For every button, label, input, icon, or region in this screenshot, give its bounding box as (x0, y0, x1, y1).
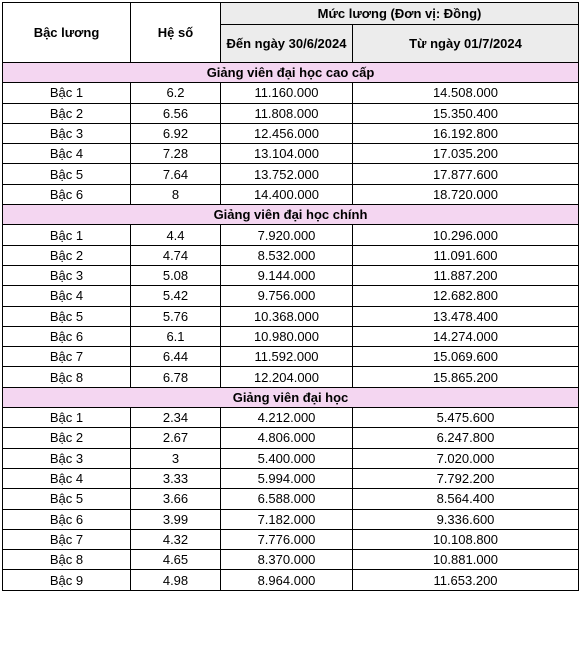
cell-den-ngay: 10.980.000 (221, 326, 353, 346)
table-row (3, 347, 579, 367)
cell-den-ngay: 9.756.000 (221, 286, 353, 306)
table-row (3, 509, 579, 529)
section-row (3, 387, 579, 407)
cell-he-so: 5.08 (131, 265, 221, 285)
header-den-ngay: Đến ngày 30/6/2024 (221, 25, 353, 63)
cell-den-ngay: 12.456.000 (221, 123, 353, 143)
cell-den-ngay: 5.400.000 (221, 448, 353, 468)
cell-he-so: 2.34 (131, 408, 221, 428)
cell-he-so: 2.67 (131, 428, 221, 448)
cell-tu-ngay: 6.247.800 (353, 428, 579, 448)
header-muc-luong: Mức lương (Đơn vị: Đồng) (221, 3, 579, 25)
table-row (3, 529, 579, 549)
cell-tu-ngay: 5.475.600 (353, 408, 579, 428)
cell-he-so: 4.65 (131, 550, 221, 570)
cell-tu-ngay: 17.035.200 (353, 144, 579, 164)
header-he-so: Hệ số (131, 3, 221, 63)
cell-tu-ngay: 7.792.200 (353, 468, 579, 488)
section-title: Giảng viên đại học (3, 387, 579, 407)
cell-he-so: 8 (131, 184, 221, 204)
cell-tu-ngay: 14.274.000 (353, 326, 579, 346)
table-row (3, 286, 579, 306)
cell-den-ngay: 12.204.000 (221, 367, 353, 387)
table-row (3, 428, 579, 448)
cell-bac-luong: Bậc 5 (3, 306, 131, 326)
cell-tu-ngay: 11.887.200 (353, 265, 579, 285)
cell-tu-ngay: 18.720.000 (353, 184, 579, 204)
cell-tu-ngay: 11.091.600 (353, 245, 579, 265)
cell-den-ngay: 7.776.000 (221, 529, 353, 549)
cell-den-ngay: 13.104.000 (221, 144, 353, 164)
cell-bac-luong: Bậc 8 (3, 550, 131, 570)
cell-bac-luong: Bậc 3 (3, 448, 131, 468)
cell-tu-ngay: 16.192.800 (353, 123, 579, 143)
table-header (3, 3, 579, 63)
table-row (3, 408, 579, 428)
table-row (3, 123, 579, 143)
table-body (3, 63, 579, 591)
cell-bac-luong: Bậc 1 (3, 408, 131, 428)
cell-den-ngay: 7.920.000 (221, 225, 353, 245)
cell-bac-luong: Bậc 2 (3, 428, 131, 448)
cell-he-so: 6.92 (131, 123, 221, 143)
cell-he-so: 4.98 (131, 570, 221, 590)
cell-he-so: 7.28 (131, 144, 221, 164)
table-row (3, 448, 579, 468)
table-row (3, 326, 579, 346)
table-row (3, 550, 579, 570)
header-bac-luong: Bậc lương (3, 3, 131, 63)
section-title: Giảng viên đại học cao cấp (3, 63, 579, 83)
cell-he-so: 4.32 (131, 529, 221, 549)
cell-bac-luong: Bậc 7 (3, 347, 131, 367)
cell-tu-ngay: 13.478.400 (353, 306, 579, 326)
cell-den-ngay: 8.370.000 (221, 550, 353, 570)
table-row (3, 103, 579, 123)
cell-tu-ngay: 15.069.600 (353, 347, 579, 367)
cell-he-so: 6.56 (131, 103, 221, 123)
cell-he-so: 3.99 (131, 509, 221, 529)
table-row (3, 225, 579, 245)
cell-bac-luong: Bậc 3 (3, 123, 131, 143)
cell-den-ngay: 10.368.000 (221, 306, 353, 326)
table-row (3, 144, 579, 164)
table-row (3, 164, 579, 184)
cell-bac-luong: Bậc 3 (3, 265, 131, 285)
cell-he-so: 5.76 (131, 306, 221, 326)
table-row (3, 468, 579, 488)
cell-bac-luong: Bậc 4 (3, 286, 131, 306)
cell-bac-luong: Bậc 2 (3, 103, 131, 123)
cell-tu-ngay: 14.508.000 (353, 83, 579, 103)
cell-tu-ngay: 11.653.200 (353, 570, 579, 590)
table-row (3, 570, 579, 590)
table-row (3, 184, 579, 204)
header-tu-ngay: Từ ngày 01/7/2024 (353, 25, 579, 63)
cell-he-so: 6.78 (131, 367, 221, 387)
cell-bac-luong: Bậc 8 (3, 367, 131, 387)
cell-bac-luong: Bậc 6 (3, 326, 131, 346)
cell-den-ngay: 4.806.000 (221, 428, 353, 448)
cell-tu-ngay: 15.350.400 (353, 103, 579, 123)
cell-tu-ngay: 15.865.200 (353, 367, 579, 387)
table-row (3, 265, 579, 285)
cell-den-ngay: 9.144.000 (221, 265, 353, 285)
cell-den-ngay: 13.752.000 (221, 164, 353, 184)
cell-tu-ngay: 10.881.000 (353, 550, 579, 570)
cell-he-so: 6.1 (131, 326, 221, 346)
cell-den-ngay: 14.400.000 (221, 184, 353, 204)
cell-tu-ngay: 8.564.400 (353, 489, 579, 509)
section-title: Giảng viên đại học chính (3, 205, 579, 225)
cell-bac-luong: Bậc 4 (3, 144, 131, 164)
table-row (3, 306, 579, 326)
table-row (3, 489, 579, 509)
section-row (3, 205, 579, 225)
cell-den-ngay: 8.532.000 (221, 245, 353, 265)
cell-he-so: 6.44 (131, 347, 221, 367)
cell-bac-luong: Bậc 9 (3, 570, 131, 590)
cell-bac-luong: Bậc 5 (3, 489, 131, 509)
cell-tu-ngay: 9.336.600 (353, 509, 579, 529)
cell-he-so: 7.64 (131, 164, 221, 184)
salary-table (2, 2, 579, 591)
cell-tu-ngay: 10.296.000 (353, 225, 579, 245)
cell-den-ngay: 5.994.000 (221, 468, 353, 488)
cell-bac-luong: Bậc 1 (3, 83, 131, 103)
cell-den-ngay: 4.212.000 (221, 408, 353, 428)
table-row (3, 367, 579, 387)
cell-den-ngay: 7.182.000 (221, 509, 353, 529)
cell-tu-ngay: 12.682.800 (353, 286, 579, 306)
cell-he-so: 5.42 (131, 286, 221, 306)
cell-bac-luong: Bậc 6 (3, 184, 131, 204)
cell-bac-luong: Bậc 6 (3, 509, 131, 529)
cell-den-ngay: 8.964.000 (221, 570, 353, 590)
cell-den-ngay: 11.160.000 (221, 83, 353, 103)
cell-tu-ngay: 7.020.000 (353, 448, 579, 468)
cell-he-so: 3.33 (131, 468, 221, 488)
cell-den-ngay: 11.808.000 (221, 103, 353, 123)
cell-he-so: 4.74 (131, 245, 221, 265)
table-row (3, 83, 579, 103)
cell-den-ngay: 11.592.000 (221, 347, 353, 367)
cell-bac-luong: Bậc 7 (3, 529, 131, 549)
cell-den-ngay: 6.588.000 (221, 489, 353, 509)
cell-he-so: 6.2 (131, 83, 221, 103)
cell-tu-ngay: 17.877.600 (353, 164, 579, 184)
cell-he-so: 3.66 (131, 489, 221, 509)
cell-bac-luong: Bậc 5 (3, 164, 131, 184)
cell-tu-ngay: 10.108.800 (353, 529, 579, 549)
section-row (3, 63, 579, 83)
cell-bac-luong: Bậc 4 (3, 468, 131, 488)
cell-he-so: 4.4 (131, 225, 221, 245)
cell-bac-luong: Bậc 1 (3, 225, 131, 245)
table-row (3, 245, 579, 265)
cell-he-so: 3 (131, 448, 221, 468)
cell-bac-luong: Bậc 2 (3, 245, 131, 265)
